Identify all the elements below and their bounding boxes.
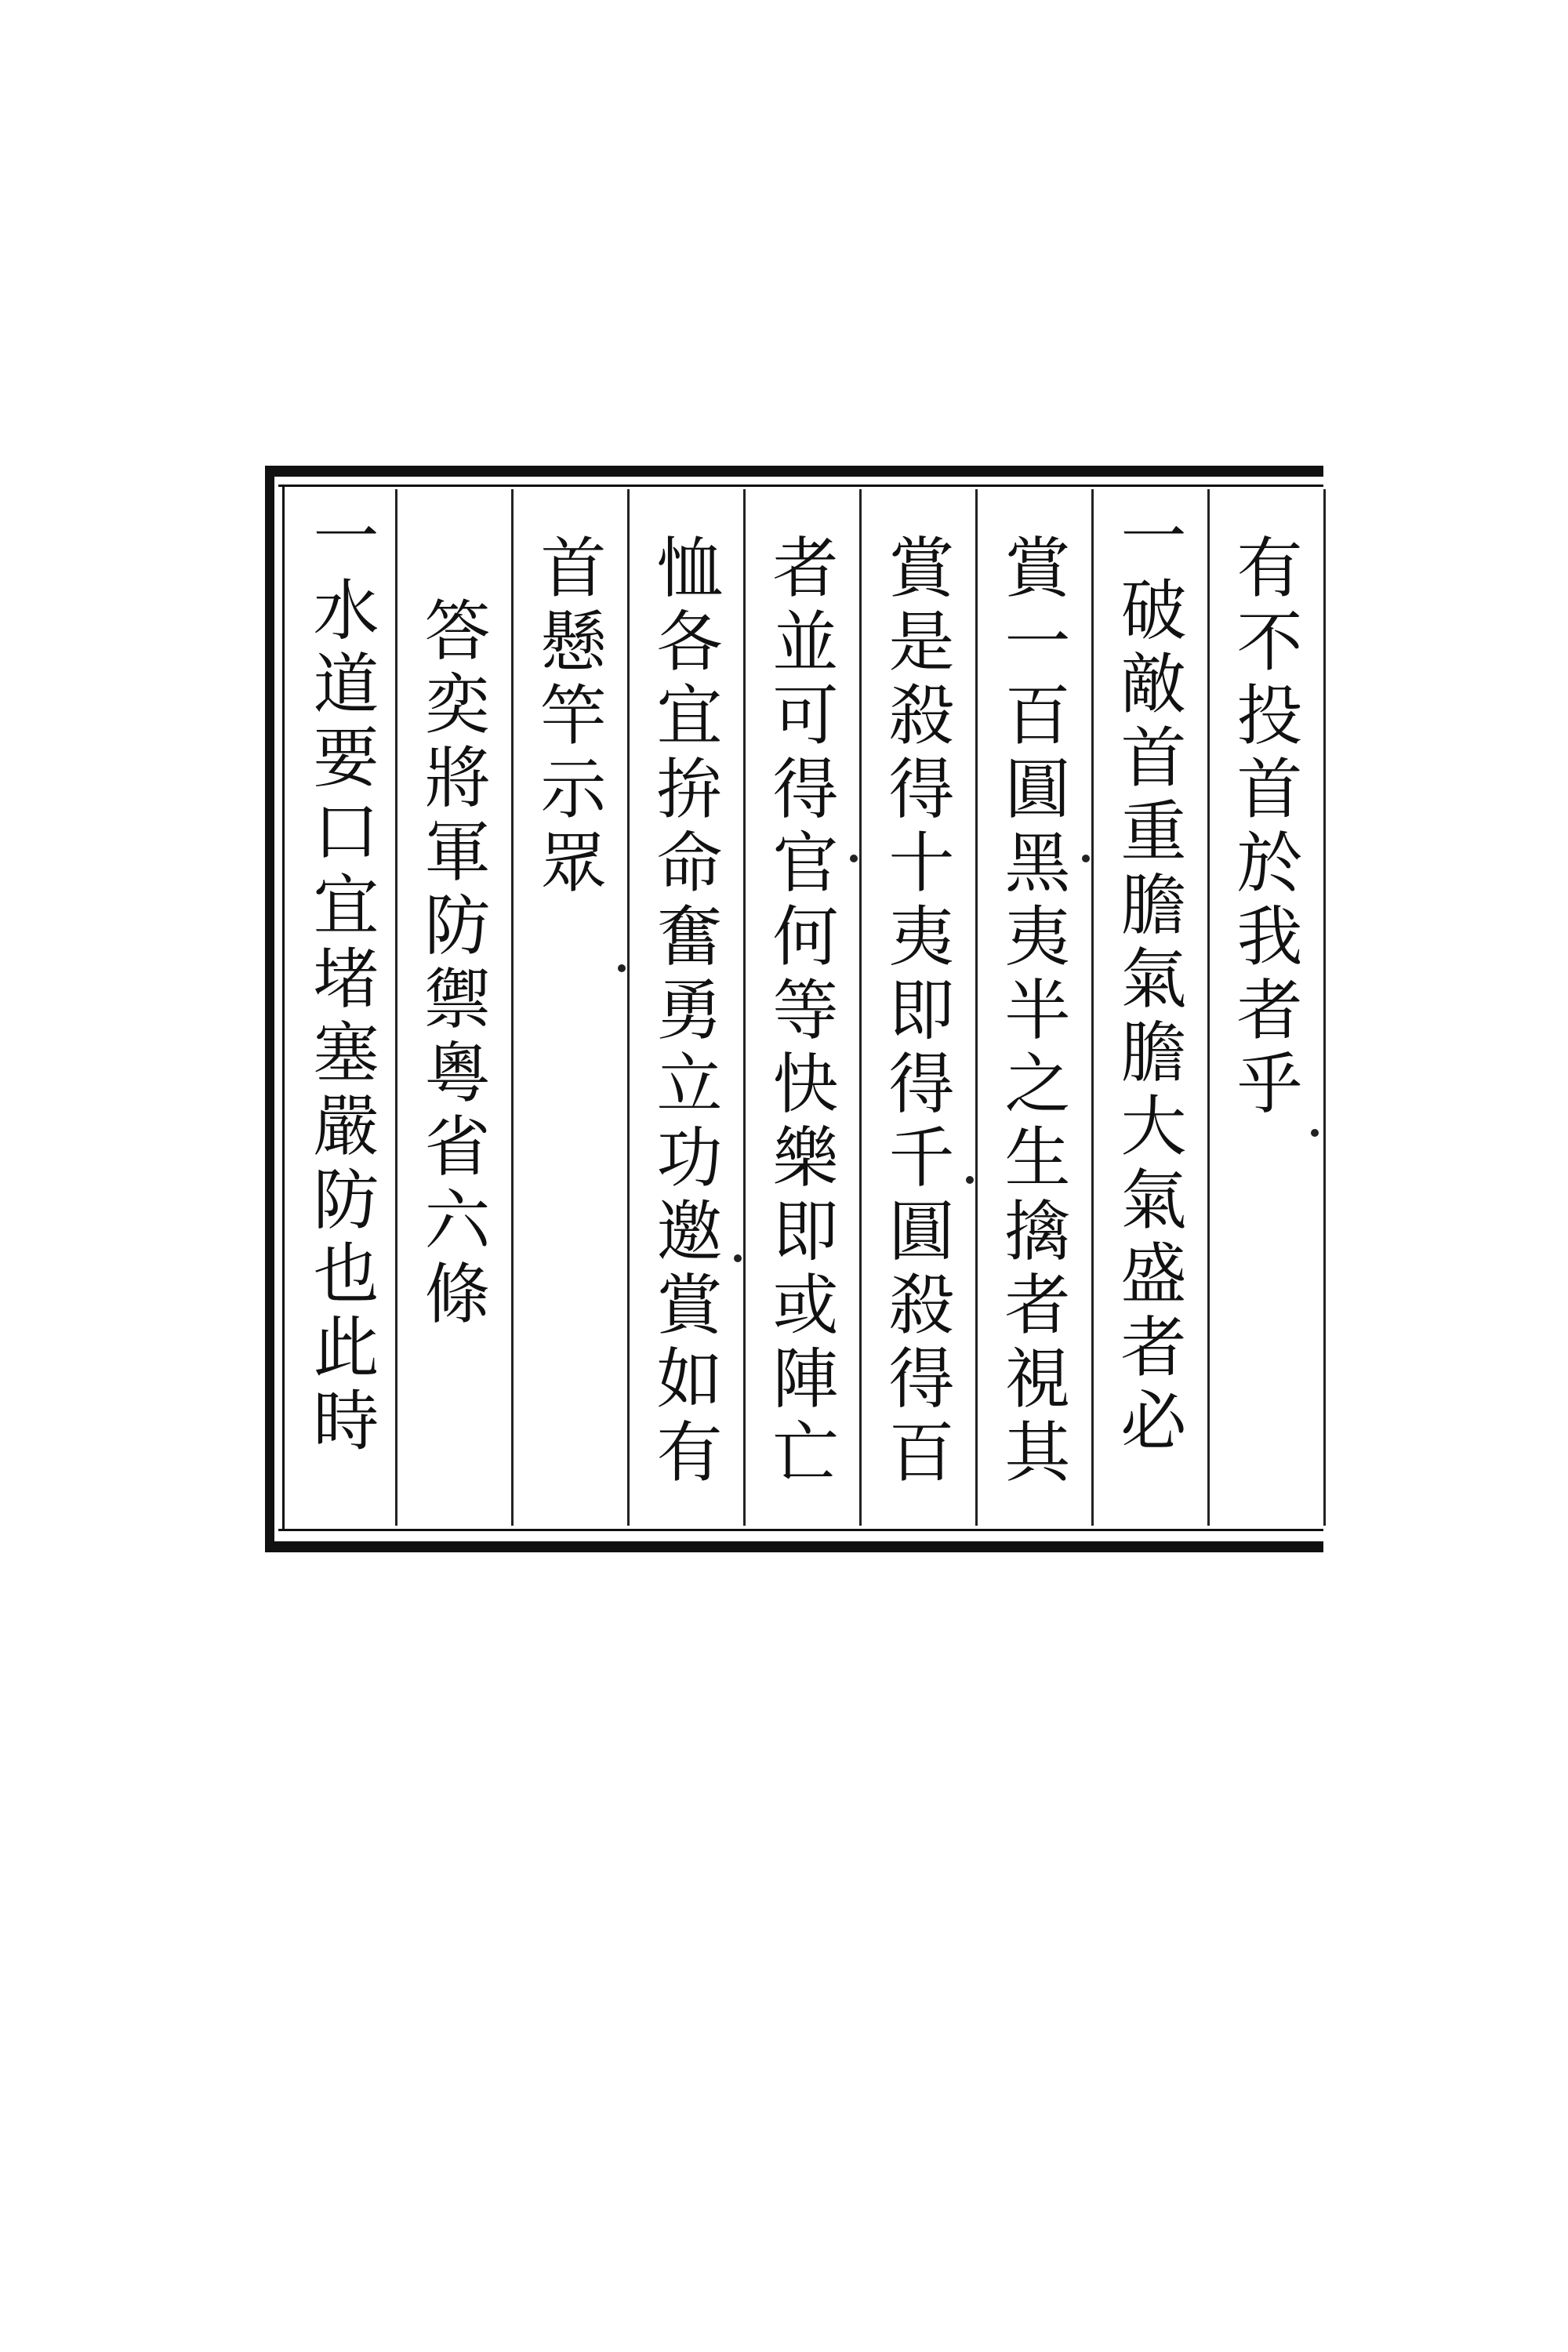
text-column-9: 一水道要口宜堵塞嚴防也此時 bbox=[303, 502, 379, 1460]
text-column-6: 恤各宜拚命奮勇立功邀賞如有 bbox=[646, 533, 723, 1491]
punctuation-mark bbox=[1311, 1129, 1319, 1137]
punctuation-mark bbox=[966, 1176, 974, 1184]
frame-top-inner-rule bbox=[278, 485, 1323, 487]
text-column-3: 賞一百圓黑夷半之生擒者視其 bbox=[994, 533, 1071, 1491]
column-divider bbox=[859, 489, 862, 1526]
column-divider bbox=[511, 489, 514, 1526]
column-divider bbox=[627, 489, 630, 1526]
punctuation-mark bbox=[1082, 855, 1090, 862]
column-divider bbox=[975, 489, 978, 1526]
frame-left-inner-rule bbox=[282, 485, 285, 1531]
frame-top-rule bbox=[265, 466, 1323, 477]
column-divider bbox=[1323, 489, 1326, 1526]
column-divider bbox=[1091, 489, 1094, 1526]
text-column-4: 賞是殺得十夷即得千圓殺得百 bbox=[878, 533, 955, 1491]
column-divider bbox=[395, 489, 397, 1526]
column-divider bbox=[743, 489, 746, 1526]
punctuation-mark bbox=[734, 1254, 742, 1262]
column-divider bbox=[1207, 489, 1210, 1526]
text-column-5: 者並可得官何等快樂即或陣亡 bbox=[762, 533, 839, 1491]
text-column-8-heading: 答奕將軍防禦粵省六條 bbox=[414, 596, 491, 1333]
punctuation-mark bbox=[618, 964, 626, 972]
punctuation-mark bbox=[850, 855, 858, 862]
frame-left-rule bbox=[265, 466, 274, 1552]
text-column-2: 一破敵首重膽氣膽大氣盛者必 bbox=[1110, 502, 1187, 1460]
text-column-7: 首懸竿示眾 bbox=[530, 533, 607, 902]
text-column-1: 有不投首於我者乎 bbox=[1226, 533, 1303, 1123]
